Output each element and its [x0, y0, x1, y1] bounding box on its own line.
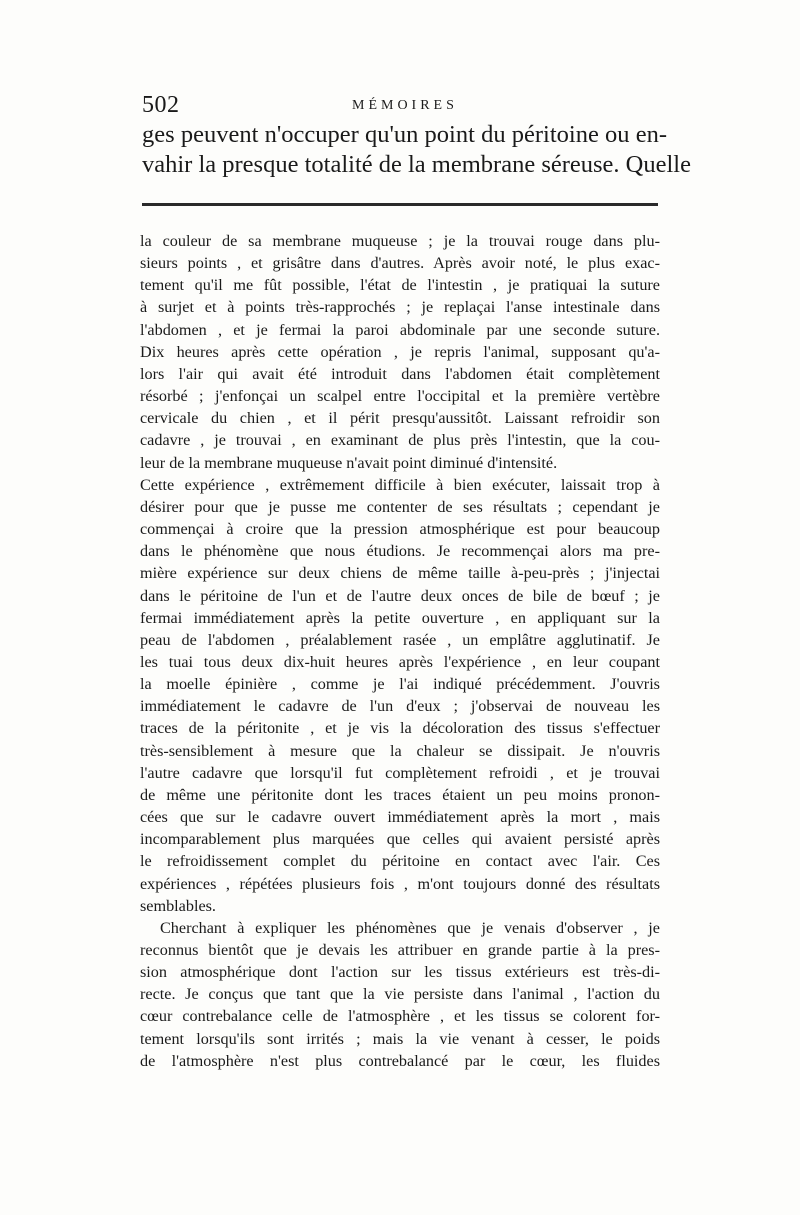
- previous-text-fragment: [142, 120, 691, 180]
- text-line: l'abdomen , et je fermai la paroi abdominale par une seconde suture.: [140, 320, 660, 339]
- text-line: de l'atmosphère n'est plus contrebalancé par le cœur, les fluides: [140, 1051, 660, 1070]
- text-line: peau de l'abdomen , préalablement rasée , un emplâtre agglutinatif. Je: [140, 630, 660, 649]
- text-line: fermai immédiatement après la petite ouverture , en appliquant sur la: [140, 608, 660, 627]
- text-line: traces de la péritonite , et je vis la décoloration des tissus s'effectuer: [140, 719, 660, 738]
- text-line: incomparablement plus marquées que celles qui avaient persisté après: [140, 830, 660, 849]
- text-line: vahir la presque totalité de la membrane séreuse. Quelle: [142, 151, 691, 178]
- text-line: la couleur de sa membrane muqueuse ; je la trouvai rouge dans plu-: [140, 232, 660, 250]
- text-line: désirer pour que je pusse me contenter de ses résultats ; cependant je: [140, 497, 660, 516]
- text-line: l'autre cadavre que lorsqu'il fut complètement refroidi , et je trouvai: [140, 763, 660, 782]
- text-line: leur de la membrane muqueuse n'avait point diminué d'intensité.: [140, 453, 558, 472]
- text-line: les tuai tous deux dix-huit heures après l'expérience , en leur coupant: [140, 652, 660, 671]
- page-number: 502: [142, 92, 180, 118]
- body-text: [140, 230, 660, 1072]
- text-line: sion atmosphérique dont l'action sur les tissus extérieurs est très-di-: [140, 963, 660, 982]
- text-line: tement lorsqu'ils sont irrités ; mais la vie venant à cesser, le poids: [140, 1029, 660, 1048]
- text-line: résorbé ; j'enfonçai un scalpel entre l'occipital et la première vertèbre: [140, 387, 660, 406]
- text-line: très-sensiblement à mesure que la chaleur se dissipait. Je n'ouvris: [140, 741, 660, 760]
- text-line: Cherchant à expliquer les phénomènes que je venais d'observer , je: [160, 918, 660, 937]
- text-line: Dix heures après cette opération , je repris l'animal, supposant qu'a-: [140, 342, 660, 361]
- text-line: de même une péritonite dont les traces étaient un peu moins pronon-: [140, 785, 660, 804]
- text-line: reconnus bientôt que je devais les attribuer en grande partie à la pres-: [140, 941, 660, 959]
- text-line: cervicale du chien , et il périt presqu'aussitôt. Laissant refroidir son: [140, 409, 660, 428]
- text-line: cées que sur le cadavre ouvert immédiatement après la mort , mais: [140, 808, 660, 827]
- text-line: expériences , répétées plusieurs fois , m'ont toujours donné des résultats: [140, 874, 660, 893]
- text-line: sieurs points , et grisâtre dans d'autres. Après avoir noté, le plus exac-: [140, 254, 660, 273]
- text-line: cœur contrebalance celle de l'atmosphère , et les tissus se colorent for-: [140, 1007, 660, 1026]
- text-line: tement qu'il me fût possible, l'état de l'intestin , je pratiquai la suture: [140, 276, 660, 295]
- text-line: à surjet et à points très-rapprochés ; je replaçai l'anse intestinale dans: [140, 298, 660, 317]
- text-line: cadavre , je trouvai , en examinant de plus près l'intestin, que la cou-: [140, 431, 660, 450]
- text-line: dans le phénomène que nous étudions. Je recommençai alors ma pre-: [140, 542, 660, 561]
- section-divider: [142, 203, 658, 206]
- text-line: lors l'air qui avait été introduit dans l'abdomen était complètement: [140, 364, 660, 383]
- page-header: [142, 92, 662, 120]
- text-line: dans le péritoine de l'un et de l'autre deux onces de bile de bœuf ; je: [140, 586, 660, 605]
- text-line: mière expérience sur deux chiens de même taille à-peu-près ; j'injectai: [140, 564, 660, 583]
- text-line: commençai à croire que la pression atmosphérique est pour beaucoup: [140, 520, 660, 539]
- text-line: immédiatement le cadavre de l'un d'eux ; j'observai de nouveau les: [140, 697, 660, 716]
- text-line: Cette expérience , extrêmement difficile à bien exécuter, laissait trop à: [140, 475, 660, 494]
- text-line: ges peuvent n'occuper qu'un point du péritoine ou en-: [142, 121, 667, 148]
- text-line: recte. Je conçus que tant que la vie persiste dans l'animal , l'action du: [140, 985, 660, 1004]
- text-line: le refroidissement complet du péritoine en contact avec l'air. Ces: [140, 852, 660, 871]
- text-line: semblables.: [140, 896, 216, 915]
- text-line: la moelle épinière , comme je l'ai indiqué précédemment. J'ouvris: [140, 675, 660, 694]
- running-head: MÉMOIRES: [352, 98, 458, 113]
